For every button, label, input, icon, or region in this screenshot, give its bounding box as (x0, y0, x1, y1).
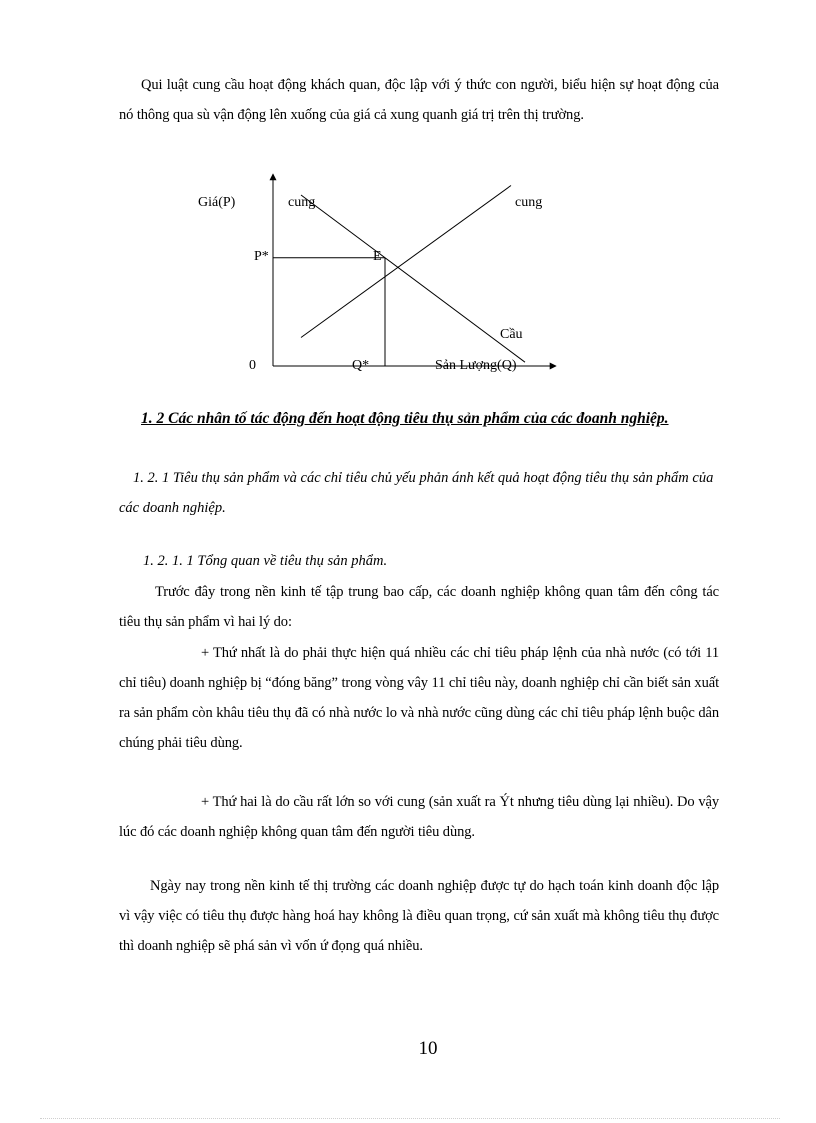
equilibrium-label: E (373, 249, 382, 264)
page-number: 10 (418, 1038, 438, 1059)
subsection-heading-1: 1. 2. 1 Tiêu thụ sản phẩm và các chỉ tiêu chủ yếu phản ánh kết quả hoạt động tiêu thụ sản phẩm của các doanh nghiệp. (119, 470, 714, 516)
paragraph-before: Trước đây trong nền kinh tế tập trung bao cấp, các doanh nghiệp không quan tâm đến công tác tiêu thụ sản phẩm vì hai lý do: (119, 584, 719, 630)
paragraph-now: Ngày nay trong nền kinh tế thị trường các doanh nghiệp được tự do hạch toán kinh doanh độc lập vì vậy việc có tiêu thụ được hàng hoá hay không là điều quan trọng, cứ sản xuất mà không tiêu thụ được thì doanh nghiệp sẽ phá sản vì vốn ứ đọng quá nhiều. (119, 878, 719, 954)
page-bottom-rule (40, 1118, 780, 1119)
x-axis-label: Sản Lượng(Q) (435, 358, 517, 373)
section-heading: 1. 2 Các nhân tố tác động đến hoạt động tiêu thụ sản phẩm của các đoanh nghiệp. (141, 410, 669, 427)
supply-line (301, 186, 511, 338)
paragraph-reason-1: + Thứ nhất là do phải thực hiện quá nhiều các chỉ tiêu pháp lệnh của nhà nước (có tới 11 chỉ tiêu) doanh nghiệp bị “đóng băng” trong vòng vây 11 chỉ tiêu này, doanh nghiệp chỉ cần biết sản xuất ra sản phẩm còn khâu tiêu thụ đã có nhà nước lo và nhà nước cũng dùng các chỉ tiêu pháp lệnh buộc dân chúng phải tiêu dùng. (119, 645, 719, 751)
origin-label: 0 (249, 358, 256, 373)
supply-label-right: cung (515, 195, 543, 210)
demand-label: Cầu (500, 327, 523, 342)
subsection-heading-2: 1. 2. 1. 1 Tổng quan về tiêu thụ sản phẩm. (143, 553, 388, 569)
quantity-eq-label: Q* (352, 358, 370, 373)
supply-demand-chart (190, 168, 570, 383)
price-eq-label: P* (254, 249, 269, 264)
demand-line (301, 195, 525, 362)
supply-label-left: cung (288, 195, 316, 210)
paragraph-reason-2: + Thứ hai là do cầu rất lớn so với cung (sản xuất ra Ýt nhưng tiêu dùng lại nhiều). Do vậy lúc đó các doanh nghiệp không quan tâm đến người tiêu dùng. (119, 794, 719, 840)
y-axis-label: Giá(P) (198, 195, 236, 210)
intro-paragraph: Qui luật cung cầu hoạt động khách quan, độc lập với ý thức con người, biểu hiện sự hoạt động của nó thông qua sù vận động lên xuống của giá cả xung quanh giá trị trên thị trường. (119, 77, 719, 123)
